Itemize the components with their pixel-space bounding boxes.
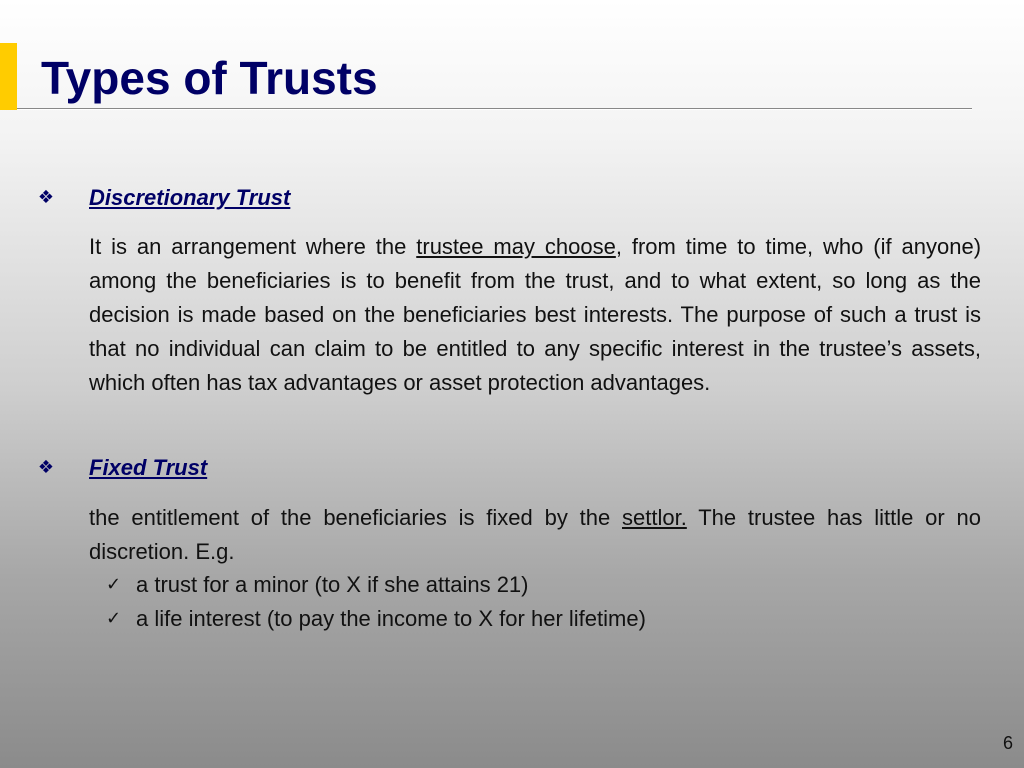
section-bullet-discretionary — [36, 184, 56, 212]
heading-fixed-trust: Fixed Trust — [89, 455, 208, 480]
underlined-phrase: settlor. — [622, 505, 687, 530]
checkmark-icon: ✓ — [106, 574, 122, 595]
heading-discretionary-trust: Discretionary Trust — [89, 185, 291, 210]
list-item — [106, 602, 646, 636]
example-text: a life interest (to pay the income to X for her lifetime) — [136, 606, 646, 631]
underlined-phrase: trustee may choose — [416, 234, 616, 259]
paragraph-text: , from time to time, who (if anyone) among the beneficiaries is to benefit from the trust, and to what extent, so long as the decision is made based on the beneficiaries best interests. The purpose of such a trust is that no individual can claim to be entitled to any specific interest in the trustee’s assets, which often has tax advantages or asset protection advantages. — [89, 234, 982, 395]
section-bullet-fixed — [36, 454, 56, 482]
title-accent-bar — [0, 43, 17, 110]
paragraph-discretionary-trust — [89, 230, 981, 400]
paragraph-text: It is an arrangement where the — [89, 234, 417, 259]
list-item — [106, 568, 646, 602]
paragraph-fixed-trust — [89, 501, 981, 569]
checkmark-icon: ✓ — [106, 608, 122, 629]
examples-list — [106, 568, 646, 636]
page-number: 6 — [1002, 733, 1013, 753]
paragraph-text: the entitlement of the beneficiaries is fixed by the — [89, 505, 622, 530]
paragraph-text: The trustee has little or no discretion. E.g. — [89, 505, 981, 564]
example-text: a trust for a minor (to X if she attains 21) — [136, 572, 529, 597]
slide-title: Types of Trusts — [41, 52, 378, 104]
diamond-bullet-icon: ❖ — [37, 187, 55, 208]
title-divider — [17, 108, 972, 110]
diamond-bullet-icon: ❖ — [37, 457, 55, 478]
